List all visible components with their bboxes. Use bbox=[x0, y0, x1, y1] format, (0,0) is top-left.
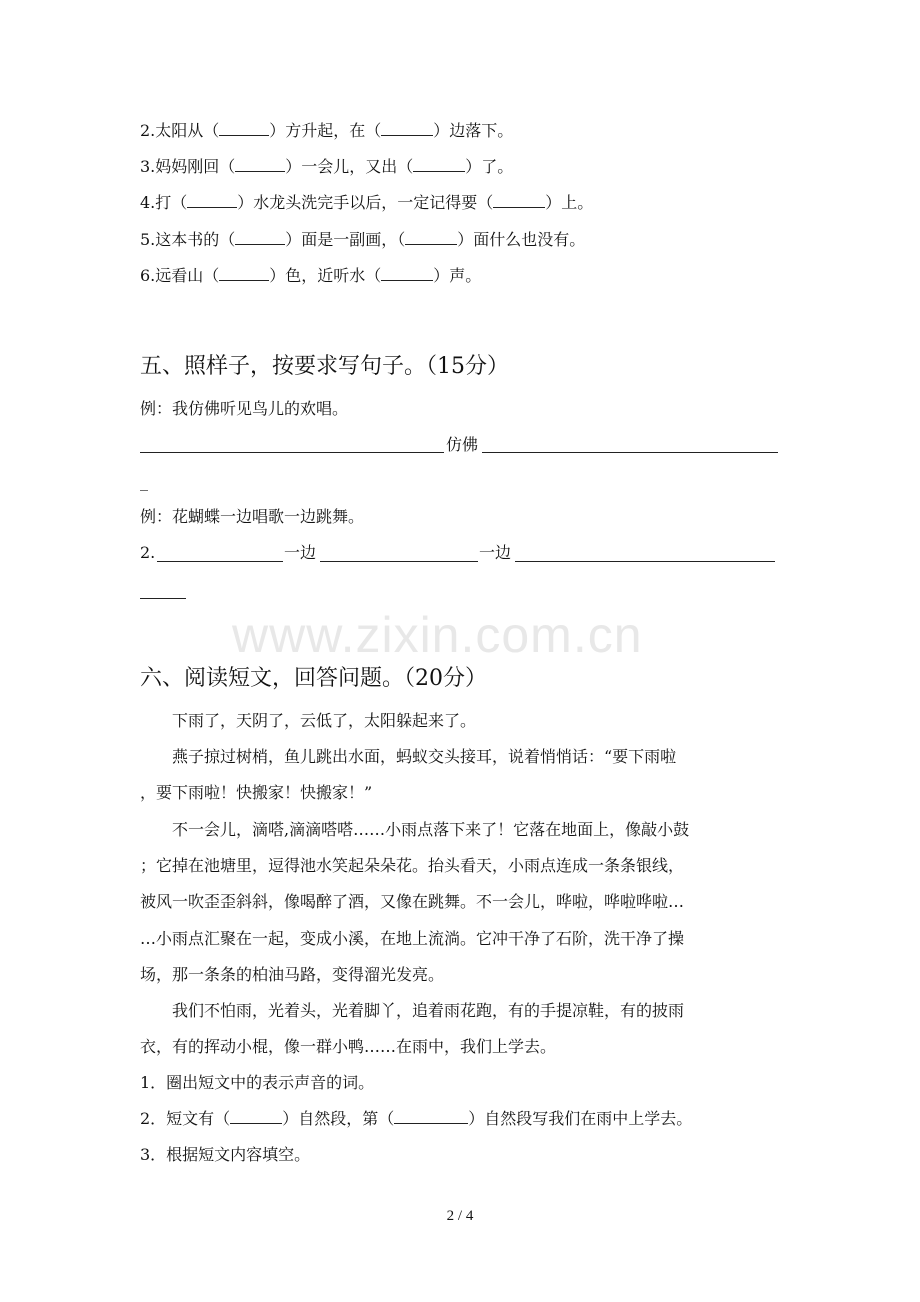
answer-blank[interactable] bbox=[235, 157, 285, 172]
fill-item-5: 5.这本书的（ ）面是一副画，（ ）面什么也没有。 bbox=[140, 230, 586, 249]
answer-blank[interactable] bbox=[515, 561, 775, 562]
answer-blank[interactable] bbox=[219, 266, 269, 281]
watermark: www.zixin.com.cn bbox=[232, 607, 643, 663]
passage-line: 衣，有的挥动小棍，像一群小鸭……在雨中，我们上学去。 bbox=[140, 1037, 557, 1056]
answer-line-left[interactable] bbox=[140, 452, 444, 453]
answer-blank[interactable] bbox=[157, 561, 283, 562]
item-2-prefix: 2. bbox=[140, 543, 156, 562]
answer-blank[interactable] bbox=[413, 157, 465, 172]
fill-item-6: 6.远看山（ ）色，近听水（ ）声。 bbox=[140, 266, 482, 285]
answer-blank[interactable] bbox=[235, 230, 285, 245]
answer-blank[interactable] bbox=[219, 121, 269, 136]
passage-line: 燕子掠过树梢，鱼儿跳出水面，蚂蚁交头接耳，说着悄悄话：“要下雨啦 bbox=[172, 747, 677, 766]
fill-item-4: 4.打（ ）水龙头洗完手以后，一定记得要（ ）上。 bbox=[140, 193, 594, 212]
passage-line: 场，那一条条的柏油马路，变得溜光发亮。 bbox=[140, 965, 445, 984]
passage-line: 被风一吹歪歪斜斜，像喝醉了酒，又像在跳舞。不一会儿，哗啦，哗啦哗啦… bbox=[140, 892, 685, 911]
section-6-title: 六、阅读短文，回答问题。（20分） bbox=[140, 666, 487, 691]
answer-blank[interactable] bbox=[320, 561, 478, 562]
fill-item-2: 2.太阳从（ ）方升起，在（ ）边落下。 bbox=[140, 121, 514, 140]
passage-line: ；它掉在池塘里，逗得池水笑起朵朵花。抬头看天，小雨点连成一条条银线， bbox=[140, 856, 685, 875]
answer-blank[interactable] bbox=[493, 193, 545, 208]
passage-line: …小雨点汇聚在一起，变成小溪，在地上流淌。它冲干净了石阶，洗干净了操 bbox=[140, 929, 685, 948]
answer-blank[interactable] bbox=[230, 1109, 282, 1124]
passage-line: 下雨了，天阴了，云低了，太阳躲起来了。 bbox=[172, 711, 477, 730]
answer-blank[interactable] bbox=[405, 230, 457, 245]
passage-line: 不一会儿，滴嗒,滴滴嗒嗒……小雨点落下来了！它落在地面上，像敲小鼓 bbox=[172, 820, 690, 839]
section-5-title: 五、照样子，按要求写句子。（15分） bbox=[140, 354, 509, 379]
passage-line: ，要下雨啦！快搬家！快搬家！” bbox=[140, 783, 373, 802]
answer-blank[interactable] bbox=[187, 193, 237, 208]
question-1: 1．圈出短文中的表示声音的词。 bbox=[140, 1073, 375, 1092]
answer-line-continuation: _ bbox=[140, 472, 148, 491]
answer-line-right[interactable] bbox=[482, 452, 778, 453]
page-number: 2 / 4 bbox=[446, 1208, 474, 1224]
question-3: 3．根据短文内容填空。 bbox=[140, 1145, 311, 1164]
answer-blank[interactable] bbox=[140, 598, 186, 599]
question-2: 2．短文有（ ）自然段，第（ ）自然段写我们在雨中上学去。 bbox=[140, 1109, 693, 1128]
keyword-fangfu: 仿佛 bbox=[446, 435, 479, 454]
answer-blank[interactable] bbox=[381, 266, 433, 281]
passage-line: 我们不怕雨，光着头，光着脚丫，追着雨花跑，有的手提凉鞋，有的披雨 bbox=[172, 1001, 685, 1020]
keyword-yibian: 一边 bbox=[479, 543, 512, 562]
example-sentence-1: 例：我仿佛听见鸟儿的欢唱。 bbox=[140, 399, 349, 418]
example-sentence-2: 例：花蝴蝶一边唱歌一边跳舞。 bbox=[140, 507, 365, 526]
answer-blank[interactable] bbox=[381, 121, 433, 136]
keyword-yibian: 一边 bbox=[284, 543, 317, 562]
fill-item-3: 3.妈妈刚回（ ）一会儿，又出（ ）了。 bbox=[140, 157, 514, 176]
answer-blank[interactable] bbox=[394, 1109, 468, 1124]
